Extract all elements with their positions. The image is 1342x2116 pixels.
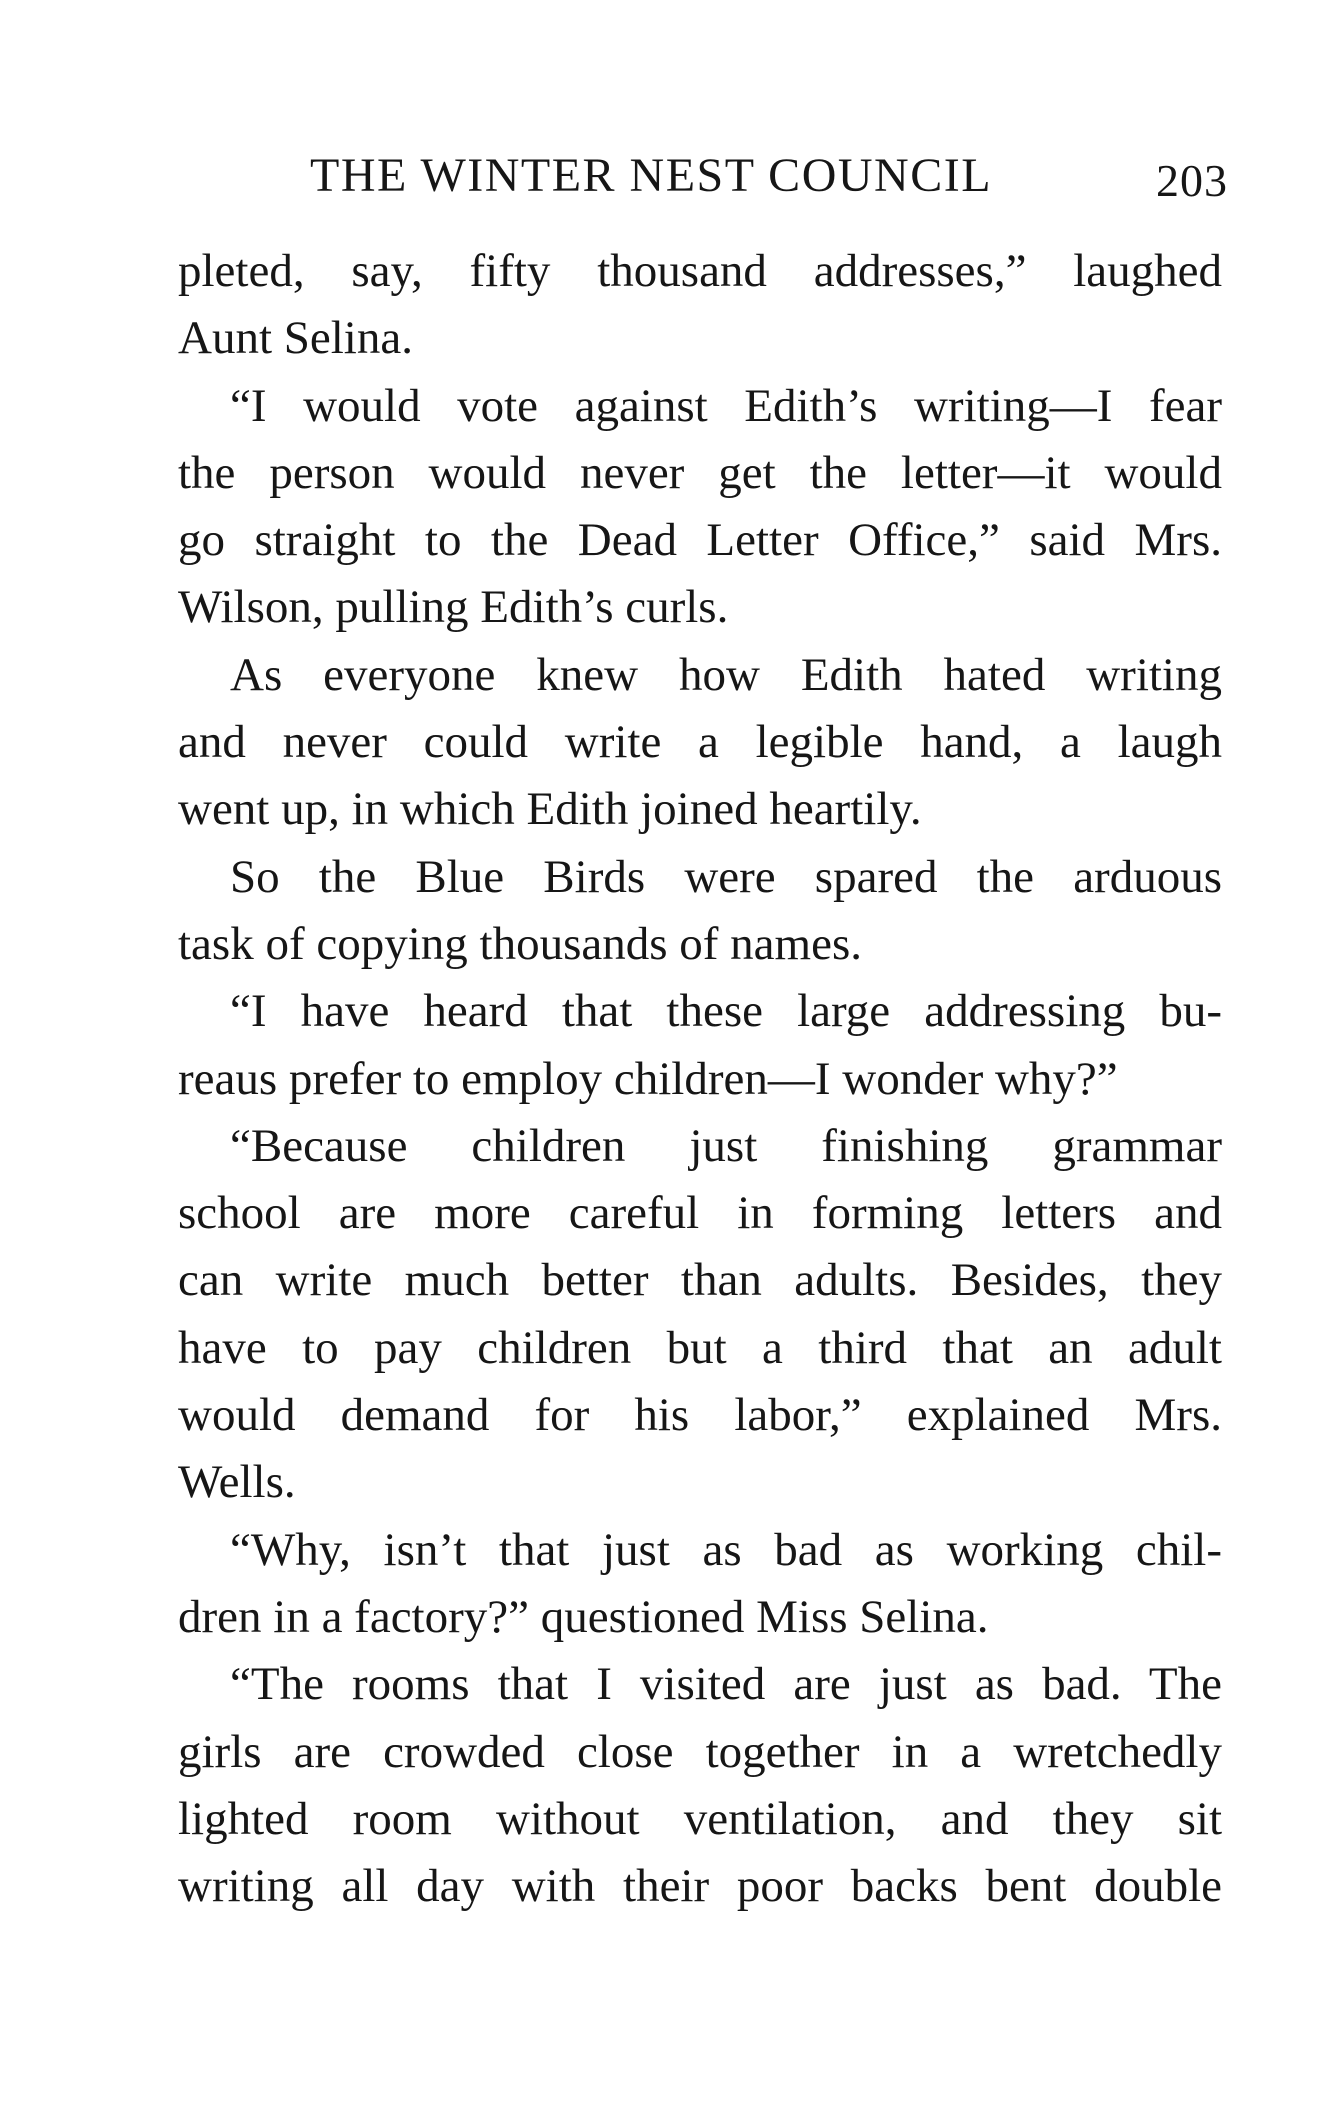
text-line: girls are crowded close together in a wretchedly — [178, 1725, 1222, 1778]
text-line: pleted, say, fifty thousand addresses,” laughed — [178, 245, 1222, 297]
text-line: “The rooms that I visited are just as bad. The — [230, 1658, 1222, 1711]
text-line: task of copying thousands of names. — [178, 917, 863, 970]
text-line: writing all day with their poor backs bent double — [178, 1860, 1222, 1913]
text-line: went up, in which Edith joined heartily. — [178, 783, 922, 836]
text-line: go straight to the Dead Letter Office,” said Mrs. — [178, 514, 1222, 567]
text-line: As everyone knew how Edith hated writing — [230, 648, 1222, 701]
text-line: Aunt Selina. — [178, 312, 413, 365]
text-line: and never could write a legible hand, a laugh — [178, 716, 1222, 769]
text-line: “I would vote against Edith’s writing—I fear — [230, 379, 1222, 432]
text-line: lighted room without ventilation, and they sit — [178, 1792, 1222, 1845]
text-line: Wells. — [178, 1456, 296, 1509]
text-line: dren in a factory?” questioned Miss Selina. — [178, 1590, 989, 1643]
page-number: 203 — [1156, 155, 1228, 206]
text-line: reaus prefer to employ children—I wonder why?” — [178, 1052, 1118, 1105]
text-line: school are more careful in forming letters and — [178, 1187, 1222, 1240]
text-line: “I have heard that these large addressing bu- — [230, 985, 1222, 1038]
text-line: would demand for his labor,” explained Mrs. — [178, 1389, 1222, 1442]
text-line: “Because children just finishing grammar — [230, 1119, 1222, 1172]
body-text — [178, 238, 1222, 1920]
text-line: So the Blue Birds were spared the arduous — [230, 850, 1222, 903]
text-line: have to pay children but a third that an adult — [178, 1321, 1222, 1374]
text-line: “Why, isn’t that just as bad as working chil- — [230, 1523, 1222, 1576]
text-line: Wilson, pulling Edith’s curls. — [178, 581, 729, 634]
running-title: THE WINTER NEST COUNCIL — [310, 149, 993, 202]
text-line: can write much better than adults. Besides, they — [178, 1254, 1222, 1307]
text-line: the person would never get the letter—it would — [178, 446, 1222, 499]
page-header — [180, 148, 1240, 218]
